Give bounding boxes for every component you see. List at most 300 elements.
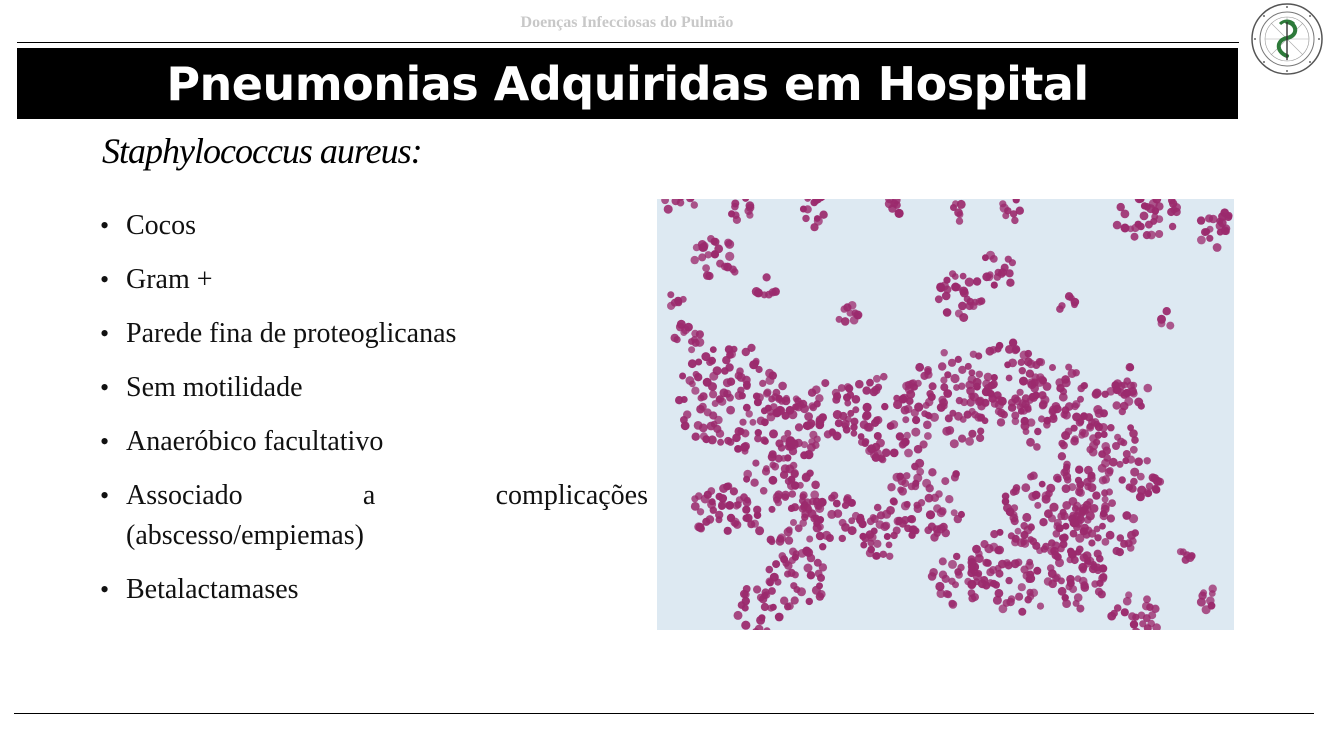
coccus-cell	[767, 409, 774, 416]
coccus-cell	[864, 423, 873, 432]
coccus-cell	[1006, 279, 1014, 287]
coccus-cell	[723, 483, 731, 491]
coccus-cell	[1157, 315, 1166, 324]
coccus-cell	[1018, 359, 1025, 366]
coccus-cell	[951, 474, 959, 482]
coccus-cell	[1005, 577, 1012, 584]
coccus-cell	[718, 502, 726, 510]
coccus-cell	[702, 264, 710, 272]
coccus-cell	[763, 591, 771, 599]
coccus-cell	[1002, 493, 1010, 501]
coccus-cell	[1141, 202, 1148, 209]
coccus-cell	[958, 302, 967, 311]
coccus-cell	[694, 373, 702, 381]
coccus-cell	[815, 570, 823, 578]
coccus-cell	[929, 382, 937, 390]
coccus-cell	[1049, 364, 1056, 371]
coccus-cell	[952, 273, 959, 280]
coccus-cell	[1071, 435, 1078, 442]
coccus-cell	[741, 429, 749, 437]
coccus-cell	[1046, 484, 1055, 493]
coccus-cell	[816, 592, 824, 600]
coccus-cell	[1055, 476, 1062, 483]
coccus-cell	[1131, 233, 1139, 241]
coccus-cell	[742, 506, 750, 514]
coccus-cell	[1117, 534, 1125, 542]
coccus-cell	[788, 410, 797, 419]
coccus-cell	[1094, 526, 1101, 533]
coccus-cell	[996, 342, 1004, 350]
coccus-cell	[1049, 405, 1058, 414]
coccus-cell	[702, 435, 710, 443]
coccus-cell	[773, 492, 782, 501]
coccus-cell	[680, 416, 688, 424]
coccus-cell	[675, 396, 683, 404]
coccus-cell	[1001, 264, 1009, 272]
coccus-cell	[973, 277, 981, 285]
coccus-cell	[935, 295, 943, 303]
coccus-cell	[1094, 550, 1102, 558]
coccus-cell	[841, 317, 850, 326]
coccus-cell	[790, 462, 798, 470]
coccus-cell	[691, 495, 698, 502]
coccus-cell	[1101, 502, 1110, 511]
coccus-cell	[890, 449, 899, 458]
coccus-cell	[977, 414, 985, 422]
coccus-cell	[807, 571, 815, 579]
coccus-cell	[741, 621, 750, 630]
coccus-cell	[706, 358, 714, 366]
coccus-cell	[1122, 457, 1129, 464]
coccus-cell	[800, 206, 807, 213]
coccus-cell	[728, 210, 735, 217]
coccus-cell	[1127, 544, 1135, 552]
gram-stain-micrograph	[657, 199, 1234, 630]
coccus-cell	[956, 217, 963, 224]
coccus-cell	[771, 393, 779, 401]
coccus-cell	[769, 429, 778, 438]
coccus-cell	[789, 548, 797, 556]
coccus-cell	[898, 477, 907, 486]
coccus-cell	[671, 334, 679, 342]
coccus-cell	[1027, 473, 1034, 480]
coccus-cell	[1061, 431, 1070, 440]
coccus-cell	[980, 540, 988, 548]
coccus-cell	[1116, 548, 1124, 556]
coccus-cell	[918, 499, 925, 506]
coccus-cell	[1084, 516, 1092, 524]
coccus-cell	[709, 390, 717, 398]
coccus-cell	[1060, 441, 1068, 449]
coccus-cell	[812, 385, 821, 394]
coccus-cell	[941, 403, 948, 410]
coccus-cell	[731, 203, 739, 211]
coccus-cell	[908, 515, 916, 523]
coccus-cell	[1223, 228, 1230, 235]
coccus-cell	[906, 390, 915, 399]
coccus-cell	[1037, 603, 1044, 610]
coccus-cell	[1069, 585, 1077, 593]
coccus-cell	[755, 526, 764, 535]
coccus-cell	[945, 495, 953, 503]
coccus-cell	[908, 532, 915, 539]
coccus-cell	[885, 200, 894, 209]
coccus-cell	[1106, 387, 1115, 396]
coccus-cell	[736, 367, 744, 375]
coccus-cell	[873, 552, 881, 560]
coccus-cell	[857, 514, 864, 521]
coccus-cell	[1006, 375, 1013, 382]
coccus-cell	[772, 560, 780, 568]
coccus-cell	[884, 533, 891, 540]
coccus-cell	[990, 543, 999, 552]
coccus-cell	[1034, 502, 1041, 509]
coccus-cell	[703, 378, 712, 387]
coccus-cell	[1121, 224, 1130, 233]
coccus-cell	[1145, 490, 1152, 497]
coccus-cell	[799, 519, 807, 527]
coccus-cell	[1101, 431, 1108, 438]
coccus-cell	[988, 394, 996, 402]
coccus-cell	[1209, 215, 1218, 224]
coccus-cell	[1018, 608, 1026, 616]
coccus-cell	[954, 515, 962, 523]
coccus-cell	[750, 479, 758, 487]
coccus-cell	[1127, 531, 1136, 540]
coccus-cell	[976, 434, 984, 442]
coccus-cell	[716, 430, 724, 438]
coccus-cell	[675, 299, 682, 306]
coccus-cell	[873, 540, 881, 548]
coccus-cell	[1201, 228, 1209, 236]
coccus-cell	[756, 366, 763, 373]
coccus-cell	[1209, 590, 1216, 597]
coccus-cell	[970, 351, 977, 358]
coccus-cell	[775, 613, 784, 622]
coccus-cell	[1070, 518, 1079, 527]
coccus-cell	[1126, 483, 1133, 490]
list-item: • Betalactamases	[100, 570, 648, 610]
coccus-cell	[1129, 429, 1138, 438]
coccus-cell	[699, 392, 707, 400]
coccus-cell	[845, 416, 852, 423]
coccus-cell	[1102, 538, 1110, 546]
coccus-cell	[789, 557, 796, 564]
coccus-cell	[912, 416, 920, 424]
coccus-cell	[811, 481, 820, 490]
coccus-cell	[1095, 423, 1103, 431]
coccus-cell	[874, 504, 882, 512]
coccus-cell	[1011, 217, 1018, 224]
coccus-cell	[1077, 489, 1085, 497]
coccus-cell	[938, 362, 946, 370]
coccus-cell	[897, 486, 904, 493]
coccus-cell	[939, 571, 947, 579]
coccus-cell	[707, 487, 715, 495]
coccus-cell	[1119, 476, 1126, 483]
coccus-cell	[733, 216, 741, 224]
coccus-cell	[971, 569, 979, 577]
coccus-cell	[1139, 620, 1146, 627]
micrograph-image	[657, 199, 1234, 630]
coccus-cell	[1166, 322, 1174, 330]
coccus-cell	[750, 419, 757, 426]
coccus-cell	[667, 302, 675, 310]
coccus-cell	[893, 201, 901, 209]
coccus-cell	[944, 371, 951, 378]
coccus-cell	[948, 578, 955, 585]
coccus-cell	[1197, 216, 1205, 224]
coccus-cell	[810, 515, 818, 523]
coccus-cell	[689, 381, 696, 388]
coccus-cell	[711, 238, 719, 246]
coccus-cell	[679, 373, 686, 380]
coccus-cell	[1131, 224, 1139, 232]
coccus-cell	[711, 250, 719, 258]
coccus-cell	[664, 205, 673, 214]
coccus-cell	[1026, 589, 1033, 596]
coccus-cell	[760, 487, 768, 495]
coccus-cell	[769, 506, 776, 513]
coccus-cell	[916, 468, 924, 476]
coccus-cell	[943, 590, 951, 598]
coccus-cell	[816, 582, 823, 589]
coccus-cell	[695, 359, 702, 366]
coccus-cell	[740, 590, 748, 598]
coccus-cell	[975, 397, 984, 406]
coccus-cell	[914, 403, 923, 412]
coccus-cell	[995, 269, 1002, 276]
coccus-cell	[814, 217, 823, 226]
coccus-cell	[771, 463, 779, 471]
coccus-cell	[701, 242, 709, 250]
coccus-cell	[965, 381, 974, 390]
coccus-cell	[928, 468, 936, 476]
coccus-cell	[1062, 484, 1071, 493]
coccus-cell	[993, 596, 1002, 605]
coccus-cell	[681, 325, 690, 334]
organism-subtitle: Staphylococcus aureus:	[102, 131, 422, 171]
coccus-cell	[706, 515, 715, 524]
coccus-cell	[1105, 468, 1114, 477]
coccus-cell	[1113, 221, 1122, 230]
coccus-cell	[1027, 359, 1036, 368]
coccus-cell	[1021, 540, 1029, 548]
coccus-cell	[1020, 531, 1028, 539]
coccus-cell	[762, 467, 770, 475]
coccus-cell	[880, 522, 889, 531]
coccus-cell	[862, 386, 870, 394]
coccus-cell	[688, 346, 695, 353]
coccus-cell	[965, 278, 974, 287]
coccus-cell	[1143, 231, 1151, 239]
coccus-cell	[833, 410, 842, 419]
coccus-cell	[724, 527, 732, 535]
coccus-cell	[901, 501, 910, 510]
top-divider	[17, 42, 1239, 43]
list-item: • Associado a complicações (abscesso/empiemas)	[100, 476, 648, 556]
coccus-cell	[852, 395, 861, 404]
coccus-cell	[960, 416, 967, 423]
coccus-cell	[1087, 483, 1096, 492]
list-item: • Sem motilidade	[100, 368, 648, 408]
coccus-cell	[976, 371, 983, 378]
coccus-cell	[935, 490, 943, 498]
list-item: • Anaeróbico facultativo	[100, 422, 648, 462]
coccus-cell	[784, 570, 791, 577]
coccus-cell	[1103, 447, 1111, 455]
coccus-cell	[873, 375, 881, 383]
coccus-cell	[1000, 204, 1009, 213]
coccus-cell	[990, 530, 998, 538]
coccus-cell	[977, 428, 984, 435]
coccus-cell	[945, 414, 953, 422]
coccus-cell	[978, 297, 986, 305]
coccus-cell	[783, 395, 790, 402]
coccus-cell	[922, 479, 931, 488]
coccus-cell	[921, 410, 928, 417]
coccus-cell	[941, 349, 948, 356]
coccus-cell	[1130, 382, 1137, 389]
coccus-cell	[766, 579, 774, 587]
coccus-cell	[782, 560, 789, 567]
coccus-cell	[723, 378, 732, 387]
coccus-cell	[958, 435, 966, 443]
coccus-cell	[1071, 301, 1078, 308]
course-title: Doenças Infecciosas do Pulmão	[520, 14, 734, 31]
coccus-cell	[767, 536, 775, 544]
coccus-cell	[880, 373, 888, 381]
coccus-cell	[910, 383, 918, 391]
coccus-cell	[1039, 402, 1047, 410]
coccus-cell	[1081, 524, 1089, 532]
coccus-cell	[1030, 538, 1038, 546]
coccus-cell	[1156, 478, 1164, 486]
coccus-cell	[1080, 412, 1088, 420]
coccus-cell	[924, 370, 932, 378]
coccus-cell	[1088, 539, 1095, 546]
coccus-cell	[984, 559, 992, 567]
coccus-cell	[742, 514, 749, 521]
coccus-cell	[991, 282, 998, 289]
coccus-cell	[1134, 457, 1143, 466]
coccus-cell	[1012, 418, 1020, 426]
coccus-cell	[1143, 595, 1151, 603]
coccus-cell	[1208, 602, 1216, 610]
coccus-cell	[1150, 218, 1157, 225]
coccus-cell	[891, 499, 898, 506]
coccus-cell	[893, 395, 900, 402]
coccus-cell	[822, 531, 831, 540]
coccus-cell	[839, 535, 846, 542]
coccus-cell	[1119, 408, 1126, 415]
coccus-cell	[787, 443, 795, 451]
coccus-cell	[770, 604, 777, 611]
coccus-cell	[1072, 400, 1080, 408]
coccus-cell	[904, 432, 911, 439]
coccus-cell	[948, 359, 956, 367]
coccus-cell	[1039, 481, 1046, 488]
coccus-cell	[1094, 534, 1101, 541]
coccus-cell	[861, 534, 870, 543]
coccus-cell	[928, 572, 937, 581]
coccus-cell	[848, 517, 855, 524]
coccus-cell	[753, 393, 760, 400]
coccus-cell	[688, 359, 697, 368]
coccus-cell	[1130, 446, 1138, 454]
list-item: • Gram +	[100, 260, 648, 300]
coccus-cell	[1036, 358, 1044, 366]
bottom-divider	[14, 713, 1314, 714]
coccus-cell	[1022, 513, 1031, 522]
coccus-cell	[814, 400, 821, 407]
coccus-cell	[1099, 573, 1107, 581]
coccus-cell	[960, 398, 968, 406]
coccus-cell	[855, 380, 864, 389]
coccus-cell	[1017, 389, 1024, 396]
coccus-cell	[1033, 567, 1041, 575]
coccus-cell	[1144, 384, 1153, 393]
coccus-cell	[968, 581, 977, 590]
coccus-cell	[997, 418, 1005, 426]
coccus-cell	[1073, 369, 1080, 376]
coccus-cell	[986, 251, 995, 260]
coccus-cell	[1081, 429, 1089, 437]
slide-title: Pneumonias Adquiridas em Hospital	[166, 56, 1089, 111]
coccus-cell	[1144, 457, 1151, 464]
coccus-cell	[1107, 612, 1116, 621]
coccus-cell	[809, 431, 817, 439]
bullet-list	[100, 206, 648, 624]
coccus-cell	[1015, 559, 1023, 567]
coccus-cell	[724, 437, 732, 445]
coccus-cell	[1061, 512, 1069, 520]
coccus-cell	[691, 201, 698, 208]
coccus-cell	[896, 432, 904, 440]
coccus-cell	[1121, 210, 1130, 219]
coccus-cell	[1026, 438, 1035, 447]
coccus-cell	[1092, 491, 1100, 499]
coccus-cell	[1012, 535, 1020, 543]
coccus-cell	[795, 423, 803, 431]
coccus-cell	[1086, 446, 1093, 453]
coccus-cell	[924, 432, 932, 440]
coccus-cell	[953, 384, 960, 391]
coccus-cell	[699, 424, 708, 433]
coccus-cell	[984, 373, 993, 382]
coccus-cell	[969, 369, 976, 376]
coccus-cell	[841, 523, 850, 532]
coccus-cell	[787, 481, 796, 490]
coccus-cell	[743, 476, 750, 483]
coccus-cell	[763, 273, 771, 281]
coccus-cell	[1048, 569, 1057, 578]
coccus-cell	[863, 403, 872, 412]
coccus-cell	[1021, 422, 1030, 431]
coccus-cell	[1027, 378, 1036, 387]
coccus-cell	[876, 439, 885, 448]
coccus-cell	[1081, 583, 1090, 592]
coccus-cell	[952, 200, 959, 207]
coccus-cell	[755, 429, 762, 436]
coccus-cell	[1058, 577, 1065, 584]
coccus-cell	[761, 603, 769, 611]
coccus-cell	[834, 509, 843, 518]
coccus-cell	[971, 593, 979, 601]
coccus-cell	[1015, 528, 1022, 535]
coccus-cell	[739, 419, 746, 426]
coccus-cell	[956, 211, 963, 218]
